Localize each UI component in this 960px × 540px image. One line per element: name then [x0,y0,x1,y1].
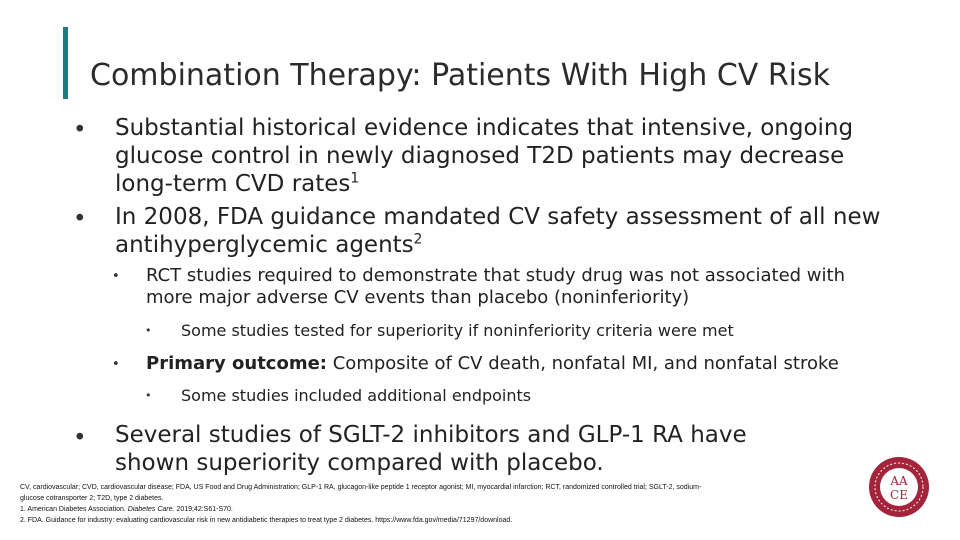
slide-title: Combination Therapy: Patients With High CV Risk [90,58,831,93]
sub-bullet-2b-text: Primary outcome: Composite of CV death, nonfatal MI, and nonfatal stroke [146,353,839,374]
bullet-marker: • [73,206,87,232]
footnotes: CV, cardiovascular; CVD, cardiovascular disease; FDA, US Food and Drug Administration; GLP-1 RA, glucagon-like peptide 1 receptor agonist; MI, myocardial infarction; RCT, randomized controlled trial; SGLT-2, sodium- glucose cotransporter 2; T2D, type 2 diabetes. 1. American Diabetes Association. Diabetes Care. 2019;42:S61-S70. 2. FDA. Guidance for industry: evaluating cardiovascular risk in new antidiabetic therapies to treat type 2 diabetes. https://www.fda.gov/media/71297/download. [20,484,702,524]
bullet-2-text: In 2008, FDA guidance mandated CV safety assessment of all new antihyperglycemic agents$^2$ [115,204,881,258]
sub-sub-bullet-2b1-text: Some studies included additional endpoints [181,386,532,405]
logo-text-bottom: CE [890,488,908,502]
bullet-marker: • [73,425,87,451]
bullet-1-text: Substantial historical evidence indicates that intensive, ongoing glucose control in newly diagnosed T2D patients may decrease long-term CVD rates$^1$ [115,115,854,197]
sub-sub-bullet-2a1-text: Some studies tested for superiority if noninferiority criteria were met [181,321,734,340]
sub-sub-bullet-marker: • [145,324,152,337]
title-accent-bar [63,27,68,99]
sub-sub-bullet-marker: • [145,389,152,402]
sub-bullet-2a-text: RCT studies required to demonstrate that study drug was not associated with more major adverse CV events than placebo (noninferiority) [146,265,845,308]
bullet-3-text: Several studies of SGLT-2 inhibitors and GLP-1 RA have shown superiority compared with placebo. [115,422,747,476]
bullet-marker: • [73,117,87,143]
sub-bullet-marker: • [112,269,120,284]
aace-logo-icon [868,456,930,518]
logo-text-top: AA [890,474,908,488]
sub-bullet-marker: • [112,357,120,372]
